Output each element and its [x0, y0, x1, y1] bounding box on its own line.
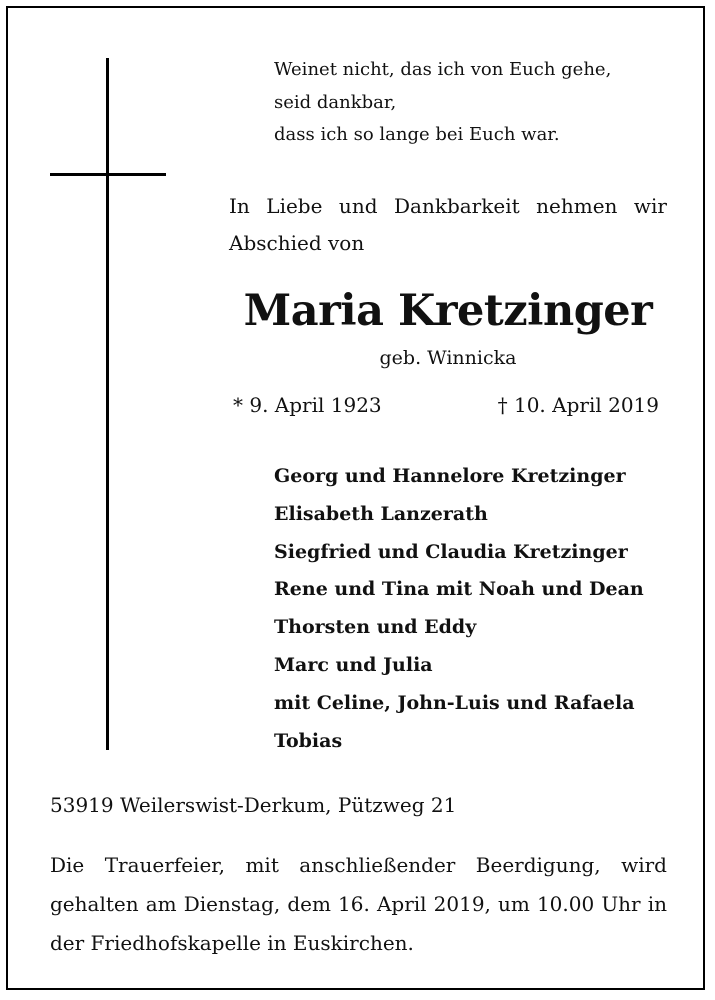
mourner-line: Elisabeth Lanzerath: [274, 502, 488, 525]
death-date: † 10. April 2019: [497, 393, 659, 417]
deceased-name: Maria Kretzinger: [243, 286, 653, 336]
cross-icon-vertical-bar: [106, 58, 109, 750]
mourner-line: Thorsten und Eddy: [274, 616, 477, 639]
obituary-card: [6, 6, 705, 990]
maiden-name: geb. Winnicka: [379, 347, 517, 369]
funeral-notice: Die Trauerfeier, mit anschließender Beerdigung, wird gehalten am Dienstag, dem 16. April 2019, um 10.00 Uhr in der Friedhofskapelle in Euskirchen.: [50, 853, 667, 955]
verse-line: Weinet nicht, das ich von Euch gehe,: [274, 59, 612, 80]
mourner-line: Tobias: [274, 729, 343, 752]
memorial-verse: [274, 54, 694, 152]
mourner-line: Georg und Hannelore Kretzinger: [274, 465, 626, 487]
mourner-line: mit Celine, John-Luis und Rafaela: [274, 691, 635, 714]
mourners-list: [274, 458, 704, 760]
verse-line: seid dankbar,: [274, 91, 397, 113]
birth-date: * 9. April 1923: [233, 393, 382, 417]
mourner-line: Siegfried und Claudia Kretzinger: [274, 540, 628, 563]
mourner-line: Marc und Julia: [274, 653, 433, 676]
cross-icon-horizontal-bar: [50, 173, 166, 176]
address: 53919 Weilerswist-Derkum, Pützweg 21: [50, 793, 457, 817]
intro-text: In Liebe und Dankbarkeit nehmen wir Abschied von: [229, 194, 667, 255]
mourner-line: Rene und Tina mit Noah und Dean: [274, 578, 644, 601]
verse-line: dass ich so lange bei Euch war.: [274, 124, 560, 145]
